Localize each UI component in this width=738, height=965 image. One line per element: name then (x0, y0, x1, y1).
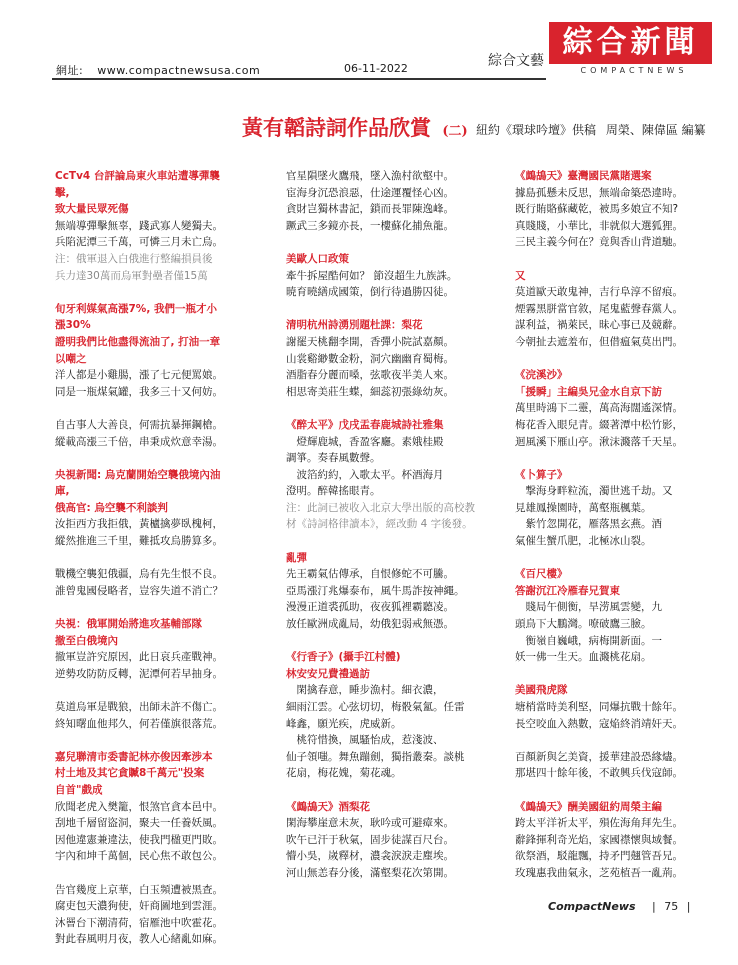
poem-line: 萬里時鴻下二靈，萬高海闊遙深情。 (515, 402, 683, 415)
poem-line: 長空咬血入熱數，寇焔終消靖奸天。 (515, 717, 683, 730)
poem-section (286, 168, 456, 234)
poem-heading: 答謝沉江冷雁春兄賀東 (515, 584, 620, 597)
url-label: 網址: (56, 64, 84, 77)
poem-line: 紫竹忽開花，雁落黑玄燕。酒 (515, 518, 662, 531)
poem-line: 澄明。醉韓搖眼青。 (286, 485, 381, 498)
poem-line: 撃海身畔粒流，濁世逃千劫。又 (515, 485, 673, 498)
poem-line: 吹午已汗于秋氣，固步徒謀百尺台。 (286, 833, 454, 846)
poem-line: 宦海身沉恐浪惡，仕途運覆怪心凶。 (286, 186, 454, 199)
poem-line: 衡嶺自巍峨，病梅開新面。一 (515, 634, 662, 647)
poem-line: 河山無恙春分後，滿壑梨花次第開。 (286, 866, 454, 879)
poem-section (515, 749, 685, 782)
poem-line: 調箏。奏春風數聲。 (286, 452, 381, 465)
url-line (56, 62, 260, 78)
poem-line: 欲祭酒，駁龍飄，持矛門翹管吾兄。 (515, 850, 683, 863)
poem-section (55, 168, 225, 284)
poem-line: 細雨江雲。心弦切切，梅骰氣氳。任雷 (286, 701, 465, 713)
poem-line: 莫道烏軍是戰狼，出師未許不傷亡。 (55, 701, 223, 713)
poem-line: 迴風溪下雁山亭。湫沫濺落千天星。 (515, 435, 683, 448)
poem-heading: 《卜算子》 (515, 468, 568, 481)
poem-line: 桃符惜換，風騷怡成，惹淺波、 (286, 734, 444, 747)
column-2 (286, 168, 475, 898)
poem-heading: 央視新聞: 烏克蘭開始空襲俄境內油庫, (55, 468, 221, 498)
poem-line: 既行賄賂蘇藏乾，被馬多娘宣不知? (515, 203, 679, 216)
poem-line: 百顏新與乞美資，援華建設恐緣燼。 (515, 750, 683, 763)
poem-line: 逆勢攻防防反轉，泥潭何若早抽身。 (55, 667, 223, 680)
poem-line: 縱然推進三千里，難抵攻烏勝算多。 (55, 535, 223, 548)
poem-heading: 證明我們比他盡得流油了, 打油一章以嘲之 (55, 335, 221, 365)
credit-source: 紐約《環球吟壇》供稿 (476, 123, 597, 137)
poem-line: 跨太平洋祈太平，殞佐海角拜先生。 (515, 817, 683, 830)
poem-line: 塘梢當時美利堅，同爆抗戰十餘年。 (515, 701, 683, 713)
poem-section (515, 682, 685, 732)
poem-section (286, 417, 475, 533)
footer-separator: | (652, 900, 656, 913)
section-name: 綜合文藝 (488, 53, 544, 69)
poem-line: 燈輝鹿城，香盈客廳。素娥桂殿 (286, 435, 444, 448)
poem-line: 花扇，梅花媿，菊花魂。 (286, 767, 402, 780)
poem-heading: 美國飛虎隊 (515, 684, 568, 697)
poem-section (286, 799, 456, 882)
poem-section (55, 699, 225, 732)
poem-line: 莫道歐天敢鬼神，吉行阜淳不留痕。 (515, 286, 683, 299)
poem-line: 對此春風明月夜，教人心緒亂如麻。 (55, 933, 223, 946)
poem-line: 煙霧黑胼當官敘，尾鬼藍聲春黨人。 (515, 302, 683, 315)
poem-heading: 《鷓鴣天》臺灣國民黨賭選案 (515, 170, 652, 182)
poem-line: 頭鳥下大鵬灣。嘹破鷹三臉。 (515, 618, 652, 631)
poem-line: 欣聞老虎入樊籠，恨煞官貪本邑中。 (55, 800, 223, 813)
poem-heading: 《醉太平》戊戌盂春鹿城詩社雅集 (286, 418, 444, 431)
title-main: 黃有韜詩詞作品欣賞 (242, 115, 431, 140)
poem-line: 因他違憲兼違法，使我門楹更門敗。 (55, 833, 223, 846)
poem-line: 貪財岂獨林書記，鎖而長罪陳逸峰。 (286, 203, 454, 216)
poem-heading: 撤至白俄境內 (55, 634, 118, 647)
poem-line: 據島孤懸未反思，無端命築恐違時。 (515, 186, 683, 199)
poem-line: 峰鑫，願光疾，虎威新。 (286, 717, 402, 730)
poem-note: 兵力達30萬而烏軍對壘者僅15萬 (55, 269, 208, 282)
poem-line: 梅花香入眼兒青。綴著潭中松竹影， (515, 418, 683, 431)
poem-heading: 清明杭州詩湧別題杜課：梨花 (286, 319, 423, 332)
poem-section (286, 251, 456, 301)
poem-section (55, 417, 225, 450)
website-url[interactable]: www.compactnewsusa.com (97, 64, 261, 77)
poem-line: 今朝扯去遮羞布，但借瘟氣莫出門。 (515, 335, 683, 348)
poem-line: 妖一佛一生天。血濺桃花扇。 (515, 651, 652, 664)
poem-line: 漫漫正道裘孤助，夜夜狐裡霸聽凌。 (286, 601, 454, 614)
poem-heading: 《鷓鴣天》酬美國紐約周榮主編 (515, 800, 662, 813)
poem-line: 氣催生蟹爪肥，北極冰山裂。 (515, 535, 652, 548)
poem-line: 波箔約約，入歌太平。杯酒海月 (286, 468, 444, 481)
poem-section (55, 301, 225, 401)
poem-line: 謀利益，禍萊民，昧心事已及競辭。 (515, 319, 683, 332)
poem-line: 相思寄美莊生蝶，細蕊初張綠幼灰。 (286, 385, 454, 398)
poem-note: 注：俄軍退入白俄進行整編損員後 (55, 252, 213, 265)
poem-line: 戰機空襲犯俄疆，烏有先生恨不良。 (55, 568, 223, 581)
issue-date: 06-11-2022 (344, 62, 408, 75)
poem-section (515, 467, 685, 550)
poem-line: 閑擒春意，睡步漁村。細衣濃， (286, 684, 444, 697)
poem-line: 酒脂春分麗而嗓，弦歌夜半美人來。 (286, 369, 454, 382)
poem-section (55, 467, 225, 550)
column-1 (55, 168, 225, 965)
poem-line: 亞馬漲汀兆爆泰布，風牛馬詐按神繩。 (286, 584, 465, 597)
credit-editors: 周榮、陳偉區 編纂 (605, 123, 706, 137)
poem-section (286, 317, 456, 400)
poem-line: 官星隕墜火鷹飛，墜入漁村欲壑中。 (286, 170, 454, 182)
poem-line: 自古事人大善良，何需抗暴揮鋼槍。 (55, 418, 223, 431)
poem-heading: 《百尺樓》 (515, 568, 568, 581)
poem-line: 先王霸氣估傳承，自恨修蛇不可騰。 (286, 568, 454, 581)
poem-section (515, 799, 685, 882)
poem-heading: 亂彈 (286, 551, 307, 564)
poem-line: 縱載高漲三千倍，串秉成炊意幸湯。 (55, 435, 223, 448)
poem-note: 材《詩詞格律讀本》，經改動 4 字後發。 (286, 518, 473, 531)
poem-line: 告官幾度上京華，白玉頻遭被黑查。 (55, 883, 223, 896)
poem-heading: 旬牙利媒氣高漲7%, 我們一瓶才小漲30% (55, 302, 217, 332)
poem-line: 辭鋒揮利奇光焰，家國襟懷與域餐。 (515, 833, 683, 846)
credits (476, 121, 712, 138)
poem-line: 終知曙血他邦久，何若僅旗很落荒。 (55, 717, 223, 730)
poem-line: 謝罷天桃翻李開，香彈小院試嘉顏。 (286, 335, 454, 348)
title-part: (二) (442, 124, 468, 139)
poem-section (55, 616, 225, 682)
poem-line: 懵小吳，嵗釋材，濃衾淚淚走塵埃。 (286, 850, 454, 863)
poem-note: 注：此詞已被收入北京大學出版的高校教 (286, 501, 475, 514)
poem-heading: 致大量民眾死傷 (55, 203, 129, 216)
poem-line: 仙子領嗤。舞魚蹦劍，獨指叢秦。談桃 (286, 750, 465, 763)
poem-heading: 又 (515, 269, 526, 282)
poem-heading: 自首"戲成 (55, 783, 103, 796)
poem-heading: 嘉兒聯清市委書記林亦俊因牽涉本 (55, 750, 213, 763)
footer-separator: | (686, 900, 691, 913)
poem-line: 刮地千層留盜洞，聚夫一任養妖風。 (55, 817, 223, 830)
poem-line: 蹶武三多鏡亦長，一樓蘇化捕魚龍。 (286, 219, 454, 232)
poem-heading: 《鷓鴣天》酒梨花 (286, 800, 370, 813)
poem-line: 暁育曉繕成國策，倒行待過勝囚徒。 (286, 286, 454, 299)
poem-section (55, 882, 225, 948)
poem-heading: 美歐人口政策 (286, 252, 349, 265)
poem-line: 腐吏包天濃狗使，奸商圖地到雲涯。 (55, 900, 223, 913)
poem-heading: 《浣溪沙》 (515, 369, 568, 382)
footer-brand: CompactNews (548, 900, 636, 913)
poem-heading: 央視：俄軍開始將進攻基輔部隊 (55, 618, 202, 631)
poem-line: 賤局午側衡，旱涝風雲變，九 (515, 601, 662, 614)
poem-line: 誰曾鬼國侵略者，豈容失道不消亡？ (55, 584, 223, 597)
poem-section (515, 268, 685, 351)
poem-heading: 《行香子》(攝手江村體) (286, 651, 401, 664)
poem-section (55, 749, 225, 865)
poem-heading: 俄高官: 烏空襲不利談判 (55, 501, 168, 514)
poem-line: 牽牛拆屋酷何如？ 節沒超生九族誅。 (286, 269, 458, 282)
poem-line: 無端導彈擊無辜，踐武寡人變獨夫。 (55, 219, 223, 232)
poem-heading: 村土地及其它貪贓8千萬元"投案 (55, 767, 205, 780)
poem-heading: CcTv4 台評論烏東火車站遭導彈襲擊, (55, 170, 220, 199)
logo[interactable]: 綜合新聞 (549, 22, 712, 64)
poem-line: 真賤賤，小華比，非就似大選狐狸。 (515, 219, 683, 232)
poem-section (286, 649, 465, 782)
poem-line: 山裳谿緲數金粉，洞穴幽幽育蜀梅。 (286, 352, 454, 365)
poem-line: 放任歐洲成亂局，幼俄犯弱戒無憑。 (286, 618, 454, 631)
poem-line: 那堪四十餘年後，不敢興兵伐寇師。 (515, 767, 683, 780)
poem-section (515, 168, 685, 251)
poem-line: 汝拒西方我拒俄，黃櫨擒夢臥槐柯， (55, 518, 223, 531)
poem-line: 同是一瓶煤氣罐，我多三十又何妨。 (55, 385, 223, 398)
poem-section (515, 566, 685, 666)
page-number: 75 (664, 900, 679, 913)
poem-line: 玫瑰惠我曲氣永，芝苑植吾一亂荊。 (515, 866, 683, 879)
page-footer (548, 900, 695, 913)
poem-line: 閑海攀崖意未灰，耿吟或可避瘴來。 (286, 817, 454, 830)
logo-subtitle: COMPACTNEWS (580, 66, 688, 75)
poem-section (55, 566, 225, 599)
poem-line: 見雄鳳操園時，萬壑瓶楓葉。 (515, 501, 652, 514)
poem-section (286, 550, 465, 633)
poem-line: 三民主義今何在？竟與香山背道馳。 (515, 236, 683, 249)
poem-section (515, 367, 685, 450)
poem-line: 宇內和坤千萬個，民心焦不敢包公。 (55, 850, 223, 863)
poem-line: 兵陷泥潭三千萬，可憐三月未亡烏。 (55, 236, 223, 249)
poem-line: 沐罾台下潮清荷，宿雁池中吹霍花。 (55, 916, 223, 929)
poem-heading: 林安安兄費禮過訪 (286, 667, 370, 680)
poem-line: 洋人都是小雞腸，漲了七元便罵娘。 (55, 369, 223, 382)
header-rule (52, 78, 546, 80)
page-title (242, 112, 468, 142)
poem-heading: 「援瞬」主編吳兄金水自京下訪 (515, 385, 662, 398)
column-3 (515, 168, 685, 898)
poem-line: 撤軍豈許究原因，此日哀兵產戰神。 (55, 651, 223, 664)
